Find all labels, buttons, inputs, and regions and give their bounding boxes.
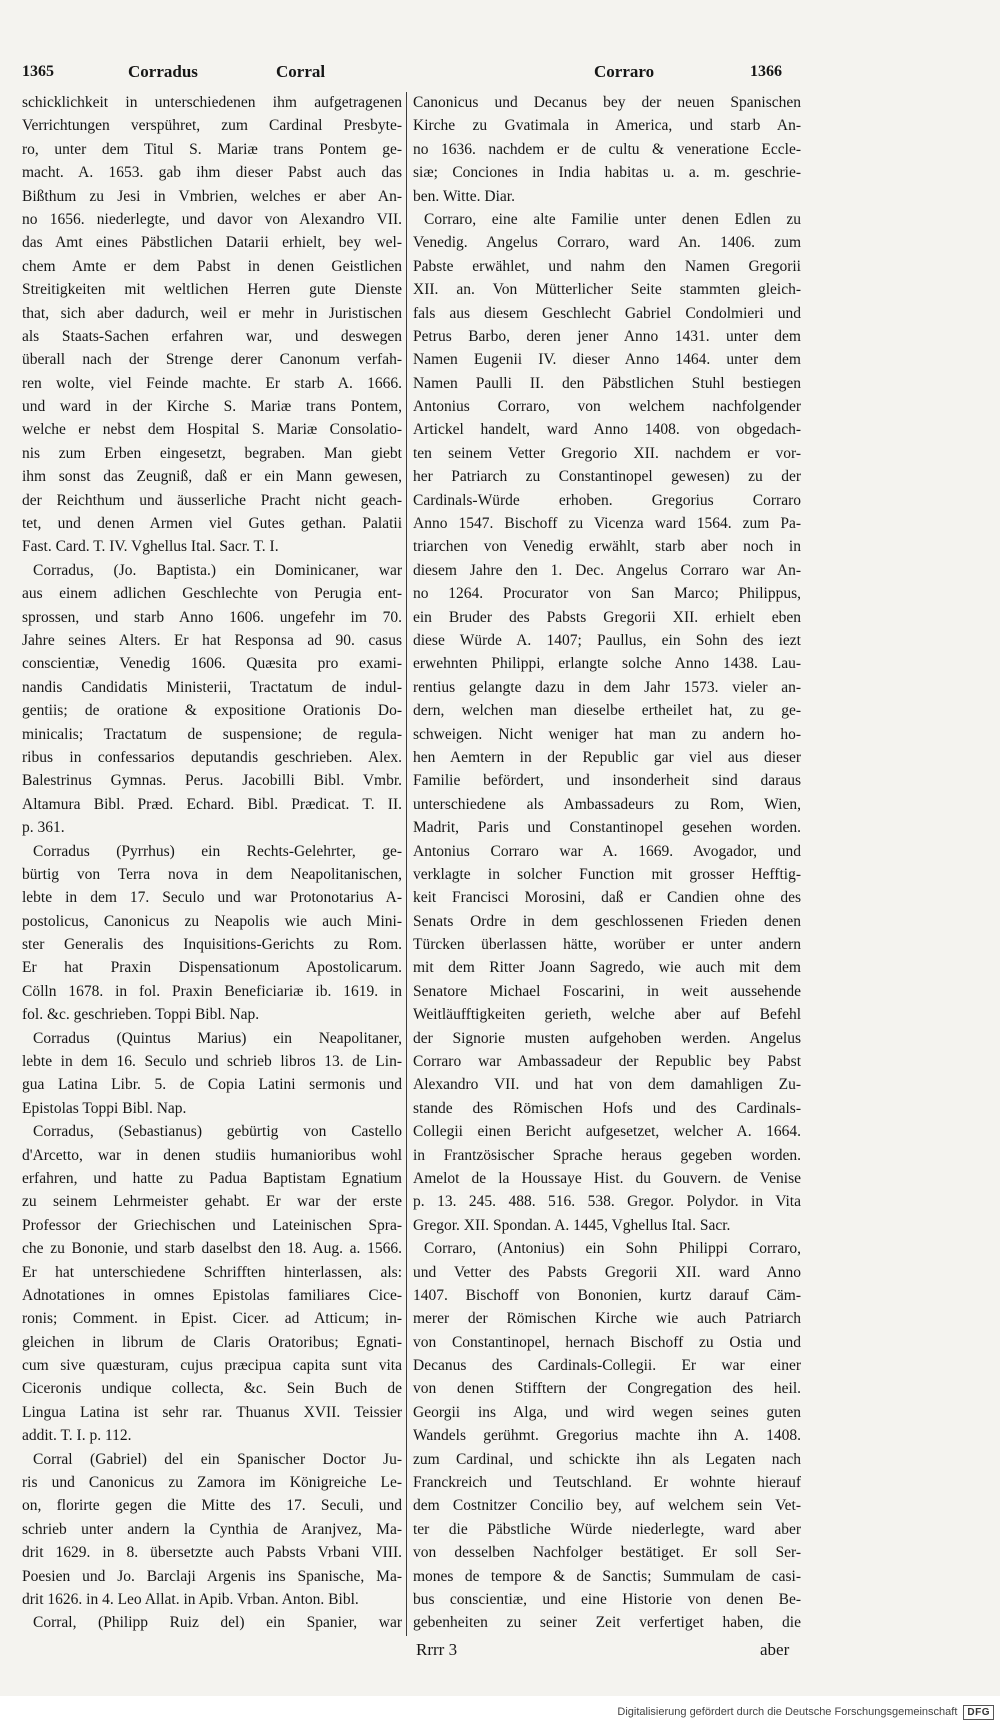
text-line: Lingua Latina ist sehr rar. Thuanus XVII. Teissier <box>22 1403 402 1421</box>
text-line: cum sive quæsturam, cujus præcipua capita sunt vita <box>22 1357 402 1375</box>
text-line: Amelot de la Houssaye Hist. du Gouvern. de Venise <box>413 1169 801 1187</box>
signature-mark: Rrrr 3 <box>416 1640 458 1659</box>
text-line: Bißthum zu Jesi in Vmbrien, welches er aber An- <box>22 187 402 205</box>
text-line: nandis Candidatis Ministerii, Tractatum de indul- <box>22 678 402 696</box>
text-line: Pabste erwählet, und nahm den Namen Gregorii <box>413 257 801 275</box>
text-line: Franckreich und Teutschland. Er wohnte hierauf <box>413 1474 801 1492</box>
article-paragraph <box>22 1120 402 1447</box>
text-line: merer der Römischen Kirche wie auch Patriarch <box>413 1310 801 1328</box>
header-keyword-left-2: Corral <box>276 62 326 81</box>
text-line: Gregor. XII. Spondan. A. 1445, Vghellus Ital. Sacr. <box>413 1216 731 1234</box>
text-line: ten seinem Vetter Gregorio XII. nachdem er vor- <box>413 444 801 462</box>
text-line: no 1264. Procurator von San Marco; Philippus, <box>413 585 801 603</box>
text-line: das Amt eines Päbstlichen Datarii erhielt, bey wel- <box>22 234 402 252</box>
text-line: von denen Stifftern der Congregation des heil. <box>413 1380 801 1398</box>
text-line: p. 361. <box>22 819 65 837</box>
text-line: Er hat unterschiedene Schrifften hinterlassen, als: <box>22 1263 402 1281</box>
text-line: bürtig von Terra nova in dem Neapolitanischen, <box>22 865 402 883</box>
text-line: Corradus (Pyrrhus) ein Rechts-Gelehrter, ge- <box>33 842 402 860</box>
text-line: Verrichtungen verspühret, zum Cardinal Presbyte- <box>22 117 402 135</box>
text-line: postolicus, Canonicus zu Neapolis wie auch Mini- <box>22 912 402 930</box>
text-line: p. 13. 245. 488. 516. 538. Gregor. Polydor. in Vita <box>413 1193 801 1211</box>
article-paragraph <box>413 1237 801 1635</box>
column-divider <box>406 92 407 1636</box>
text-line: Corradus, (Sebastianus) gebürtig von Castello <box>33 1123 402 1141</box>
text-line: tet, und denen Armen viel Gutes gethan. Palatii <box>22 515 402 533</box>
text-line: Venedig. Angelus Corraro, ward An. 1406. zum <box>413 234 801 252</box>
article-paragraph <box>413 208 801 1237</box>
text-line: Antonius Corraro war A. 1669. Avogador, und <box>413 842 801 860</box>
catchword: aber <box>760 1640 790 1659</box>
text-line: fals aus diesem Geschlecht Gabriel Condolmieri und <box>413 304 801 322</box>
text-line: Decanus des Cardinals-Collegii. Er war einer <box>413 1357 801 1375</box>
text-line: Balestrinus Gymnas. Perus. Jacobilli Bibl. Vmbr. <box>22 772 402 790</box>
text-line: no 1656. niederlegte, und davor von Alexandro VII. <box>22 210 402 228</box>
text-line: ren wolte, viel Feinde machte. Er starb A. 1666. <box>22 374 402 392</box>
text-line: fol. &c. geschrieben. Toppi Bibl. Nap. <box>22 1006 260 1024</box>
text-line: bus conscientiæ, und eine Historie von denen Be- <box>413 1591 801 1608</box>
text-line: addit. T. I. p. 112. <box>22 1427 132 1445</box>
text-line: Artickel handelt, ward Anno 1408. von obgedach- <box>413 421 801 439</box>
text-line: Familie befördert, und insonderheit sind daraus <box>413 772 801 790</box>
text-line: Wandels gerühmt. Gregorius machte ihn A. 1408. <box>413 1427 801 1445</box>
text-line: Corraro, (Antonius) ein Sohn Philippi Corraro, <box>424 1240 801 1258</box>
text-line: ter die Päbstliche Würde niederlegte, ward aber <box>413 1520 801 1538</box>
text-line: ronis; Comment. in Epist. Cicer. ad Atticum; in- <box>22 1310 402 1328</box>
left-column <box>22 91 402 1635</box>
text-line: Altamura Bibl. Præd. Echard. Bibl. Prædicat. T. II. <box>22 795 402 813</box>
text-line: sprossen, und starb Anno 1606. ungefehr im 70. <box>22 608 402 626</box>
article-paragraph <box>22 91 402 559</box>
page-number-left: 1365 <box>22 63 54 80</box>
text-line: Corraro war Ambassadeur der Republic bey Pabst <box>413 1053 801 1071</box>
running-header <box>0 58 1000 86</box>
text-line: hen Aemtern in der Republic gar viel aus dieser <box>413 748 801 766</box>
text-line: lebte in dem 16. Seculo und schrieb libros 13. de Lin- <box>22 1053 402 1071</box>
text-line: mones de tempore & de Sanctis; Summulam de casi- <box>413 1567 801 1585</box>
text-line: gebenheiten zu seiner Zeit verfertiget haben, die <box>413 1614 801 1632</box>
text-line: Collegii einen Bericht aufgesetzet, welcher A. 1664. <box>413 1123 801 1141</box>
text-line: erwehnten Philippi, erlangte solche Anno 1438. Lau- <box>413 655 801 673</box>
text-line: minicalis; Tractatum de suspensione; de regula- <box>22 725 402 743</box>
text-line: ein Bruder des Pabsts Gregorii XII. erhielt eben <box>413 608 801 626</box>
text-line: macht. A. 1653. gab ihm dieser Pabst auch das <box>22 164 402 182</box>
article-paragraph <box>22 1611 402 1634</box>
text-line: als Staats-Sachen erfahren war, und deswegen <box>22 327 402 345</box>
text-line: keit Francisci Morosini, daß er Candien ohne des <box>413 889 801 907</box>
text-line: che zu Bononie, und starb daselbst den 18. Aug. a. 1566. <box>22 1240 402 1258</box>
text-line: Madrit, Paris und Constantinopel gesehen worden. <box>413 819 801 837</box>
text-line: der Reichthum und äusserliche Pracht nicht geach- <box>22 491 402 509</box>
text-line: triarchen von Venedig erwählt, starb aber noch in <box>413 538 801 556</box>
text-line: Fast. Card. T. IV. Vghellus Ital. Sacr. T. I. <box>22 538 279 556</box>
text-line: diesem Jahre den 1. Dec. Angelus Corraro war An- <box>413 561 801 579</box>
text-line: schrieb unter andern la Cynthia de Aranjvez, Ma- <box>22 1520 402 1538</box>
text-line: überall nach der Strenge derer Canonum verfah- <box>22 351 402 369</box>
text-line: Canonicus und Decanus bey der neuen Spanischen <box>413 94 801 111</box>
text-line: d'Arcetto, war in denen studiis humanioribus wohl <box>22 1146 402 1164</box>
text-line: Corradus, (Jo. Baptista.) ein Dominicaner, war <box>33 561 402 579</box>
text-line: gentiis; de oratione & expositione Orationis Do- <box>22 702 402 720</box>
text-line: dem Costnitzer Concilio bey, auf welchem sein Vet- <box>413 1497 801 1515</box>
text-line: Professor der Griechischen und Lateinischen Spra- <box>22 1216 402 1234</box>
text-line: ris und Canonicus zu Zamora im Königreiche Le- <box>22 1474 402 1492</box>
text-line: her Patriarch zu Constantinopel gewesen) zu der <box>413 468 801 486</box>
text-line: on, florirte gegen die Mitte des 17. Seculi, und <box>22 1497 402 1515</box>
text-line: zum Cardinal, und schickte ihn als Legaten nach <box>413 1450 801 1468</box>
page-number-right: 1366 <box>750 63 782 80</box>
text-line: ihm sonst das Zeugniß, daß er ein Mann gewesen, <box>22 468 402 486</box>
text-line: mit dem Ritter Joann Sagredo, wie auch mit dem <box>413 959 801 977</box>
header-keyword-right: Corraro <box>594 62 655 81</box>
text-line: ster Generalis des Inquisitions-Gerichts zu Rom. <box>22 936 402 954</box>
text-line: Kirche zu Gvatimala in America, und starb An- <box>413 117 801 135</box>
text-line: chem Amte er dem Pabst in denen Geistlichen <box>22 257 402 275</box>
text-line: Namen Eugenii IV. dieser Anno 1464. unter dem <box>413 351 801 369</box>
text-line: lebte in dem 17. Seculo und war Protonotarius A- <box>22 889 402 907</box>
dfg-logo: DFG <box>963 1705 994 1720</box>
text-line: erfahren, und hatte zu Padua Baptistam Egnatium <box>22 1169 402 1187</box>
text-line: XII. an. Von Mütterlicher Seite stammten gleich- <box>413 281 801 299</box>
article-paragraph <box>22 1027 402 1121</box>
text-line: und Vetter des Pabsts Gregorii XII. ward Anno <box>413 1263 801 1281</box>
text-line: Antonius Corraro, von welchem nachfolgender <box>413 398 801 416</box>
text-line: stande des Römischen Hofs und des Cardinals- <box>413 1099 801 1117</box>
text-line: Namen Paulli II. den Päbstlichen Stuhl bestiegen <box>413 374 801 392</box>
text-line: Adnotationes in omnes Epistolas familiares Cice- <box>22 1286 402 1304</box>
text-line: in Frantzösischer Sprache heraus gegeben worden. <box>413 1146 801 1164</box>
text-line: Er hat Praxin Dispensationum Apostolicarum. <box>22 959 402 977</box>
text-line: von desselben Nachfolger bestätiget. Er soll Ser- <box>413 1544 801 1562</box>
text-line: schicklichkeit in unterschiedenen ihm aufgetragenen <box>22 94 402 111</box>
text-line: ro, unter dem Titul S. Mariæ trans Pontem ge- <box>22 140 402 158</box>
text-line: drit 1626. in 4. Leo Allat. in Apib. Vrban. Anton. Bibl. <box>22 1591 359 1608</box>
text-line: Weitläufftigkeiten gerieth, welche aber auf Befehl <box>413 1006 801 1024</box>
text-line: Poesien und Jo. Barclaji Argenis ins Spanische, Ma- <box>22 1567 402 1585</box>
text-line: Senats Ordre in dem geschlossenen Frieden denen <box>413 912 801 930</box>
text-line: der Signorie musten aufgehoben werden. Angelus <box>413 1029 801 1047</box>
text-line: unterschiedene als Ambassadeurs zu Rom, Wien, <box>413 795 801 813</box>
text-line: welche er nebst dem Hospital S. Mariæ Consolatio- <box>22 421 402 439</box>
text-line: gleichen in librum de Claris Oratoribus; Egnati- <box>22 1333 402 1351</box>
text-line: und ward in der Kirche S. Mariæ trans Pontem, <box>22 398 402 416</box>
text-line: Cölln 1678. in fol. Praxin Beneficiariæ ib. 1619. in <box>22 982 402 1000</box>
digitization-credit <box>617 1702 994 1722</box>
article-paragraph <box>22 559 402 840</box>
text-line: Corral (Gabriel) del ein Spanischer Doctor Ju- <box>33 1450 402 1468</box>
article-paragraph <box>22 1448 402 1612</box>
text-line: Epistolas Toppi Bibl. Nap. <box>22 1099 187 1117</box>
header-keyword-left-1: Corradus <box>128 62 198 81</box>
text-line: zu seinem Lehrmeister gehabt. Er war der erste <box>22 1193 402 1211</box>
text-line: Corraro, eine alte Familie unter denen Edlen zu <box>424 210 801 228</box>
text-line: Alexandro VII. und hat von dem damahligen Zu- <box>413 1076 801 1094</box>
credit-text: Digitalisierung gefördert durch die Deutsche Forschungsgemeinschaft <box>617 1706 958 1718</box>
text-line: no 1636. nachdem er de cultu & veneratione Eccle- <box>413 140 801 158</box>
text-line: that, sich aber dadurch, weil er mehr in Juristischen <box>22 304 402 322</box>
text-line: Ciceronis undique collecta, &c. Sein Buch de <box>22 1380 402 1398</box>
right-column <box>413 91 801 1635</box>
article-paragraph <box>22 840 402 1027</box>
text-line: 1407. Bischoff von Bononien, kurtz darauf Cäm- <box>413 1286 801 1304</box>
text-line: schweigen. Nicht weniger hat man zu andern ho- <box>413 725 801 743</box>
text-line: verklagte in solcher Function mit grosser Hefftig- <box>413 865 801 883</box>
text-line: Petrus Barbo, deren jener Anno 1431. unter dem <box>413 327 801 345</box>
text-line: siæ; Conciones in India habitas u. a. m. geschrie- <box>413 164 801 182</box>
text-line: Senatore Michael Foscarini, in weit aussehende <box>413 982 801 1000</box>
text-line: Georgii ins Alga, und wird wegen seines guten <box>413 1403 801 1421</box>
article-paragraph <box>413 91 801 208</box>
text-line: Jahre seines Alters. Er hat Responsa ad 90. casus <box>22 631 402 649</box>
text-line: Corradus (Quintus Marius) ein Neapolitaner, <box>33 1029 402 1047</box>
text-line: von Constantinopel, hernach Bischoff zu Ostia und <box>413 1333 801 1351</box>
text-line: drit 1629. in 8. übersetzte auch Pabsts Vrbani VIII. <box>22 1544 402 1562</box>
text-line: Corral, (Philipp Ruiz del) ein Spanier, war <box>33 1614 402 1632</box>
text-line: Streitigkeiten mit weltlichen Herren gute Dienste <box>22 281 402 299</box>
text-line: conscientiæ, Venedig 1606. Quæsita pro exami- <box>22 655 402 673</box>
text-line: diese Würde A. 1407; Paullus, ein Sohn des iezt <box>413 631 801 649</box>
text-line: Türcken überlassen hätte, worüber er unter andern <box>413 936 801 954</box>
text-line: nis zum Erben eingesetzt, begraben. Man giebt <box>22 444 402 462</box>
text-line: Cardinals-Würde erhoben. Gregorius Corraro <box>413 491 801 509</box>
text-line: ribus in confessarios deputandis geschrieben. Alex. <box>22 748 402 766</box>
text-line: ben. Witte. Diar. <box>413 187 515 205</box>
text-line: aus einem adlichen Geschlechte von Perugia ent- <box>22 585 402 603</box>
text-line: rentius gelangte dazu in dem Jahr 1573. vieler an- <box>413 678 801 696</box>
text-line: Anno 1547. Bischoff zu Vicenza ward 1564. zum Pa- <box>413 515 801 533</box>
text-line: gua Latina Libr. 5. de Copia Latini sermonis und <box>22 1076 402 1094</box>
text-line: dern, welchen man dieselbe ertheilet hat, zu ge- <box>413 702 801 720</box>
